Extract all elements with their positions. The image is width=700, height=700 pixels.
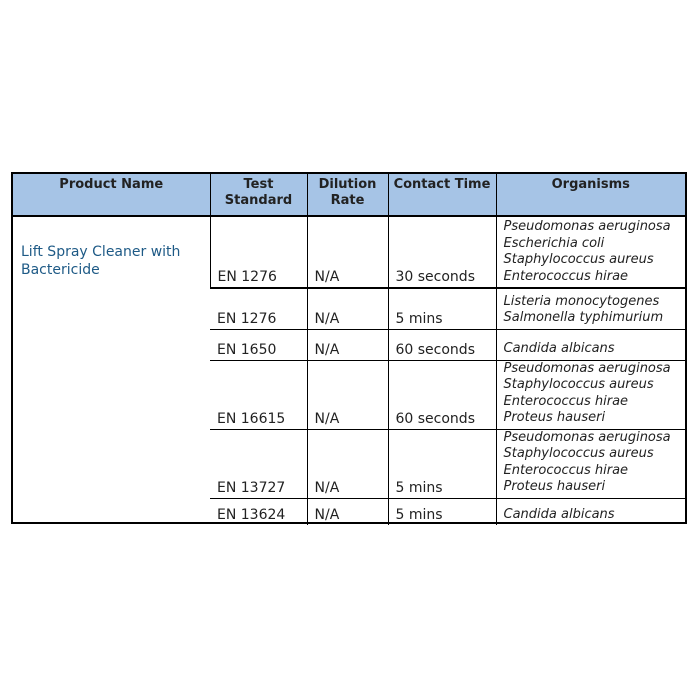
organism-name: Enterococcus hirae — [503, 393, 629, 409]
dilution-rate-cell: N/A — [307, 216, 388, 288]
product-name-cell: Lift Spray Cleaner with Bactericide — [21, 244, 181, 278]
test-results-table — [11, 172, 687, 524]
organism-name: Staphylococcus aureus — [503, 446, 654, 461]
contact-time-cell: 5 mins — [388, 288, 496, 329]
organism-name: Enterococcus hirae — [503, 268, 629, 284]
organisms-cell — [496, 216, 685, 288]
organism-name: Pseudomonas aeruginosa — [503, 360, 671, 376]
test-standard-cell: EN 1650 — [210, 329, 307, 360]
dilution-rate-cell: N/A — [307, 329, 388, 360]
organism-name: Pseudomonas aeruginosa — [503, 219, 671, 234]
header-test-standard: Test Standard — [210, 174, 307, 216]
organism-name: Proteus hauseri — [503, 479, 606, 494]
organism-name: Listeria monocytogenes — [503, 293, 660, 309]
header-organisms: Organisms — [496, 174, 685, 216]
dilution-rate-cell: N/A — [307, 288, 388, 329]
contact-time-cell: 30 seconds — [388, 216, 496, 288]
dilution-rate-cell: N/A — [307, 429, 388, 498]
test-standard-cell: EN 1276 — [210, 288, 307, 329]
organism-name: Pseudomonas aeruginosa — [503, 429, 671, 445]
header-contact-time: Contact Time — [388, 174, 496, 216]
test-standard-cell: EN 1276 — [210, 216, 307, 288]
dilution-rate-cell: N/A — [307, 360, 388, 429]
contact-time-cell: 60 seconds — [388, 360, 496, 429]
organisms-cell — [496, 288, 685, 329]
test-standard-cell: EN 13624 — [210, 498, 307, 525]
test-standard-cell: EN 13727 — [210, 429, 307, 498]
contact-time-cell: 60 seconds — [388, 329, 496, 360]
organism-name: Candida albicans — [503, 506, 615, 522]
organism-name: Staphylococcus aureus — [503, 252, 654, 267]
organism-name: Salmonella typhimurium — [503, 310, 664, 325]
organism-name: Escherichia coli — [503, 235, 605, 251]
organisms-cell — [496, 498, 685, 525]
organism-name: Enterococcus hirae — [503, 462, 629, 478]
organism-name: Staphylococcus aureus — [503, 377, 654, 392]
test-standard-cell: EN 16615 — [210, 360, 307, 429]
organism-name: Proteus hauseri — [503, 410, 606, 425]
organisms-cell — [496, 429, 685, 498]
organisms-cell — [496, 329, 685, 360]
header-row — [13, 174, 685, 216]
dilution-rate-cell: N/A — [307, 498, 388, 525]
contact-time-cell: 5 mins — [388, 429, 496, 498]
organism-name: Candida albicans — [503, 341, 615, 356]
organisms-cell — [496, 360, 685, 429]
header-dilution-rate: Dilution Rate — [307, 174, 388, 216]
header-product-name: Product Name — [13, 174, 210, 216]
contact-time-cell: 5 mins — [388, 498, 496, 525]
table-row — [13, 216, 685, 288]
results-table — [13, 174, 685, 525]
